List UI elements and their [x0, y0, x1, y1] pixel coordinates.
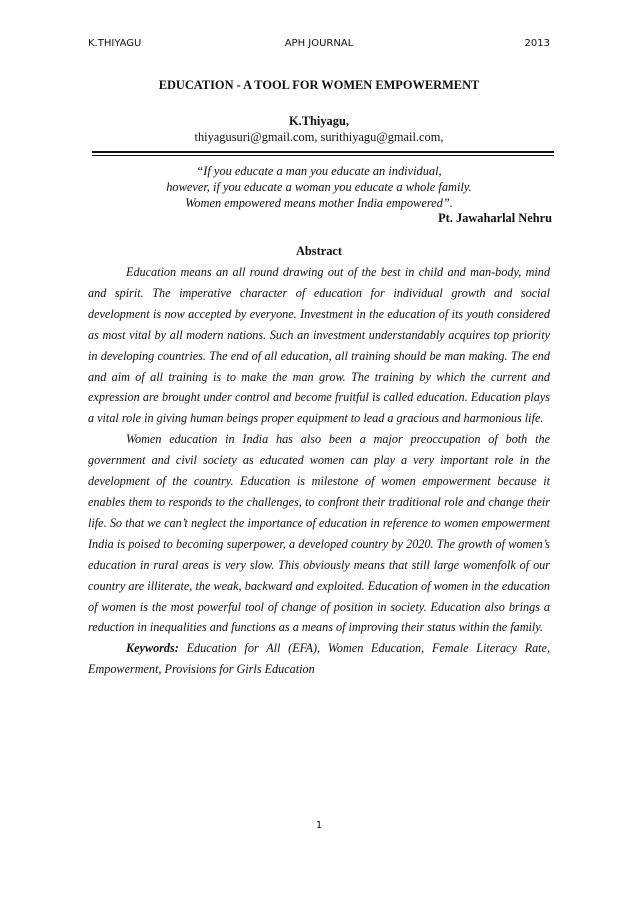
keywords-label: Keywords: [126, 641, 179, 656]
quote-line-1: “If you educate a man you educate an individual, [196, 164, 442, 178]
header-journal: APH JOURNAL [284, 38, 354, 49]
header-year: 2013 [524, 38, 550, 49]
page-number: 1 [315, 820, 323, 831]
abstract-body [88, 262, 550, 680]
quote-line-3: Women empowered means mother India empowered”. [185, 196, 453, 210]
paper-title: EDUCATION - A TOOL FOR WOMEN EMPOWERMENT [158, 78, 480, 92]
running-header [88, 38, 550, 54]
epigraph-quote [0, 163, 638, 211]
abstract-heading: Abstract [295, 244, 343, 258]
title-rule-thick [92, 151, 554, 153]
title-rule-thin [92, 155, 554, 156]
quote-attribution: Pt. Jawaharlal Nehru [438, 211, 552, 225]
header-author: K.THIYAGU [88, 38, 142, 49]
keywords-list: Education for All (EFA), Women Education, Female Literacy Rate, Empowerment, Provisions for Girls Education [88, 641, 550, 677]
author-emails: thiyagusuri@gmail.com, surithiyagu@gmail.com, [194, 130, 444, 144]
abstract-paragraph-2: Women education in India has also been a major preoccupation of both the government and civil society as educated women can play a very important role in the development of the country. Education is milestone of women empowerment because it enables them to responds to the challenges, to confront their traditional role and change their life. So that we can’t neglect the importance of education in reference to women empowerment India is poised to becoming superpower, a developed country by 2020. The growth of women’s education in rural areas is very slow. This obviously means that still large womenfolk of our country are illiterate, the weak, backward and exploited. Education of women in the education of women is the most powerful tool of change of position in society. Education also brings a reduction in inequalities and functions as a means of improving their status within the family. [88, 432, 550, 635]
quote-line-2: however, if you educate a woman you educate a whole family. [166, 180, 472, 194]
abstract-paragraph-1: Education means an all round drawing out of the best in child and man-body, mind and spirit. The imperative character of education for individual growth and social development is now accepted by everyone. Investment in the education of its youth considered as most vital by all modern nations. Such an investment understandably acquires top priority in developing countries. The end of all education, all training should be man making. The end and aim of all training is to make the man grow. The training by which the current and expression are brought under control and become fruitful is called education. Education plays a vital role in giving human beings proper equipment to lead a gracious and harmonious life. [88, 265, 550, 426]
author-name: K.Thiyagu, [289, 114, 349, 128]
keywords-paragraph [88, 638, 550, 680]
